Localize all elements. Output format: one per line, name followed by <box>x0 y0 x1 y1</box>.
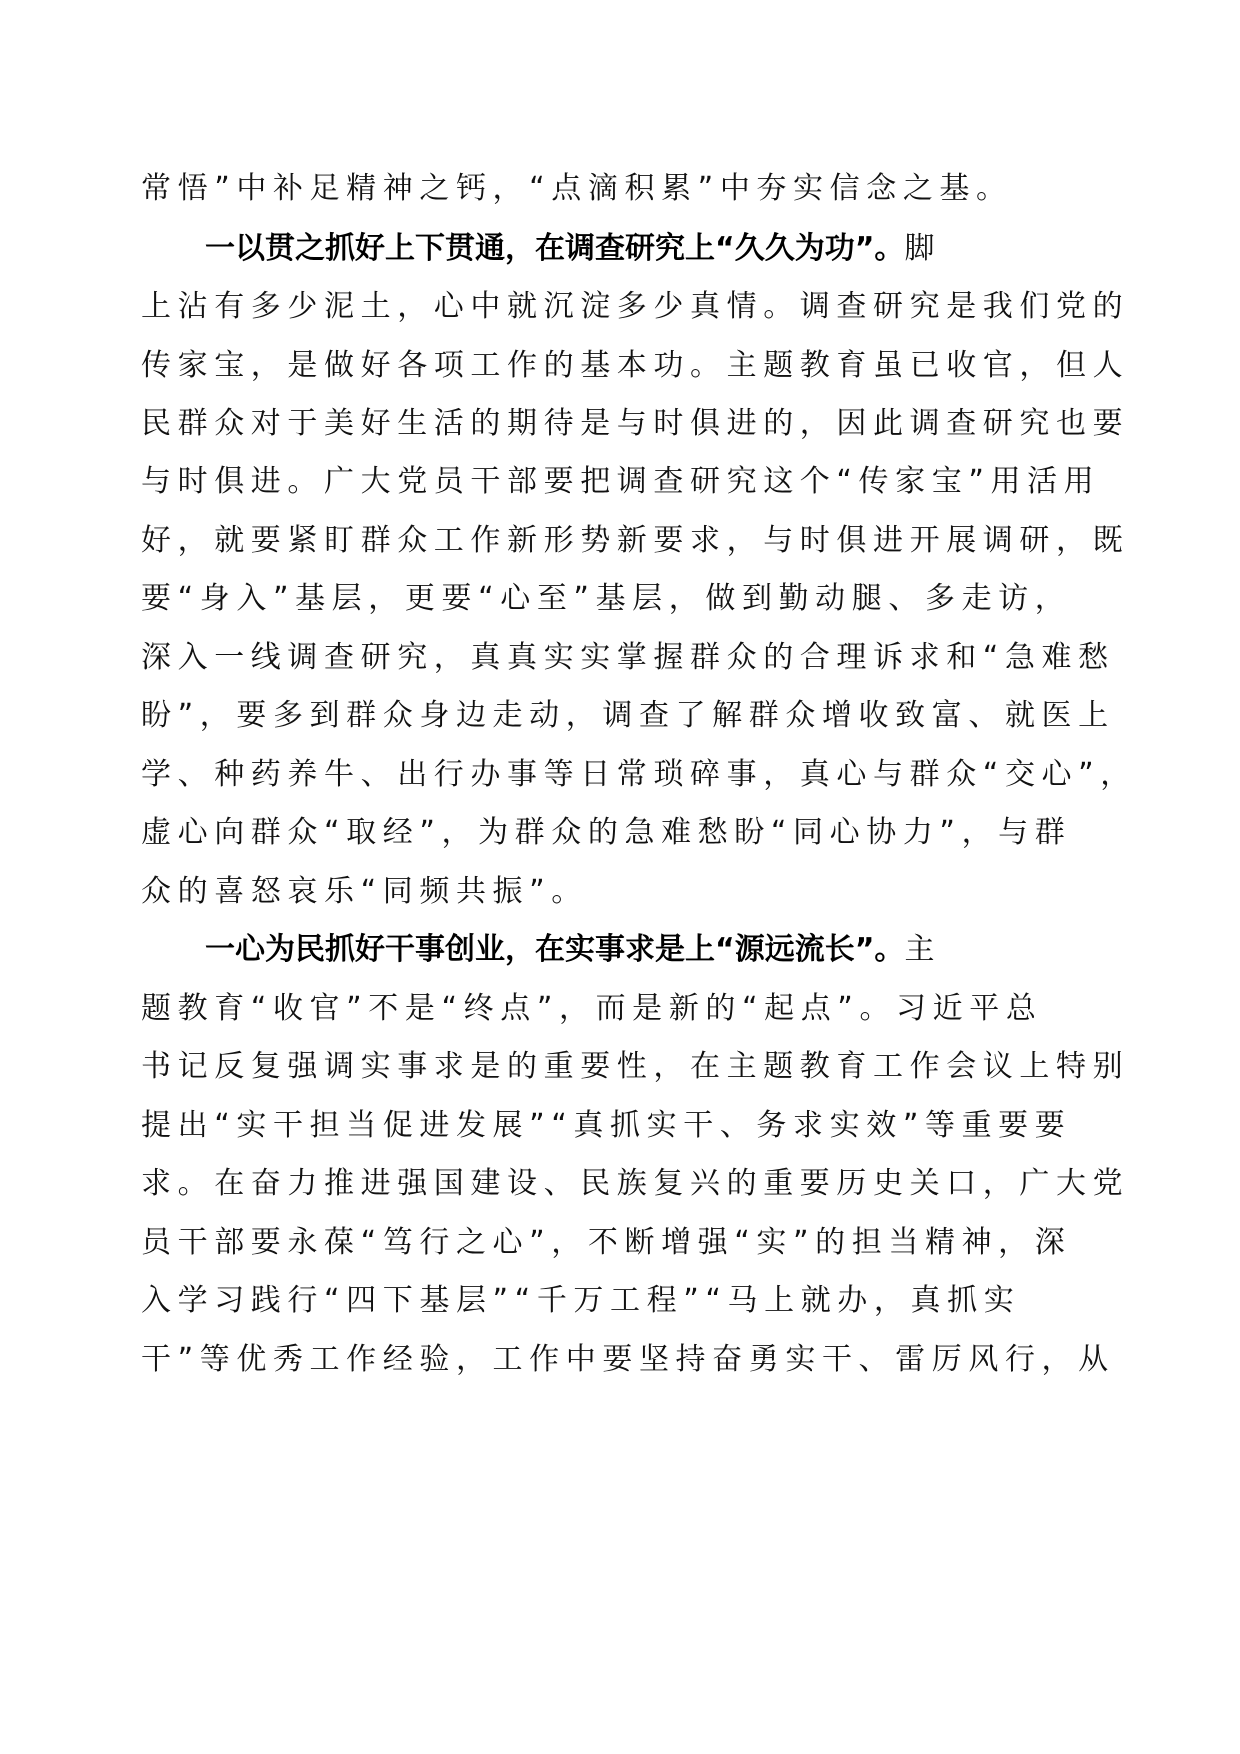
text-line: 要“身入”基层，更要“心至”基层，做到勤动腿、多走访， <box>141 581 1072 616</box>
text-line: 深入一线调查研究，真真实实掌握群众的合理诉求和“急难愁 <box>141 640 1115 675</box>
paragraph-heading: 一以贯之抓好上下贯通，在调查研究上“久久为功”。 <box>205 231 905 266</box>
text-line: 干”等优秀工作经验，工作中要坚持奋勇实干、雷厉风行，从 <box>141 1342 1115 1377</box>
text-line: 入学习践行“四下基层”“千万工程”“马上就办，真抓实 <box>141 1283 1021 1318</box>
text-line: 好，就要紧盯群众工作新形势新要求，与时俱进开展调研，既 <box>141 523 1130 558</box>
text-fragment: 主 <box>904 932 935 967</box>
paragraph-heading-line <box>205 229 934 269</box>
text-line: 常悟”中补足精神之钙，“点滴积累”中夯实信念之基。 <box>141 171 1013 206</box>
text-line: 传家宝，是做好各项工作的基本功。主题教育虽已收官，但人 <box>141 348 1130 383</box>
text-line: 提出“实干担当促进发展”“真抓实干、务求实效”等重要要 <box>141 1108 1072 1143</box>
text-line: 上沾有多少泥土，心中就沉淀多少真情。调查研究是我们党的 <box>141 289 1130 324</box>
text-line: 盼”，要多到群众身边走动，调查了解群众增收致富、就医上 <box>141 698 1115 733</box>
text-line: 民群众对于美好生活的期待是与时俱进的，因此调查研究也要 <box>141 406 1130 441</box>
text-line: 题教育“收官”不是“终点”，而是新的“起点”。习近平总 <box>141 991 1043 1026</box>
paragraph-heading-line <box>205 930 934 970</box>
text-line: 求。在奋力推进强国建设、民族复兴的重要历史关口，广大党 <box>141 1166 1130 1201</box>
paragraph-heading: 一心为民抓好干事创业，在实事求是上“源远流长”。 <box>205 932 905 967</box>
text-line: 员干部要永葆“笃行之心”，不断增强“实”的担当精神，深 <box>141 1225 1072 1260</box>
text-line: 虚心向群众“取经”，为群众的急难愁盼“同心协力”，与群 <box>141 815 1072 850</box>
text-line: 学、种药养牛、出行办事等日常琐碎事，真心与群众“交心”， <box>141 757 1137 792</box>
text-line: 众的喜怒哀乐“同频共振”。 <box>141 874 588 909</box>
text-line: 书记反复强调实事求是的重要性，在主题教育工作会议上特别 <box>141 1049 1130 1084</box>
text-fragment: 脚 <box>904 231 935 266</box>
text-line: 与时俱进。广大党员干部要把调查研究这个“传家宝”用活用 <box>141 464 1101 499</box>
